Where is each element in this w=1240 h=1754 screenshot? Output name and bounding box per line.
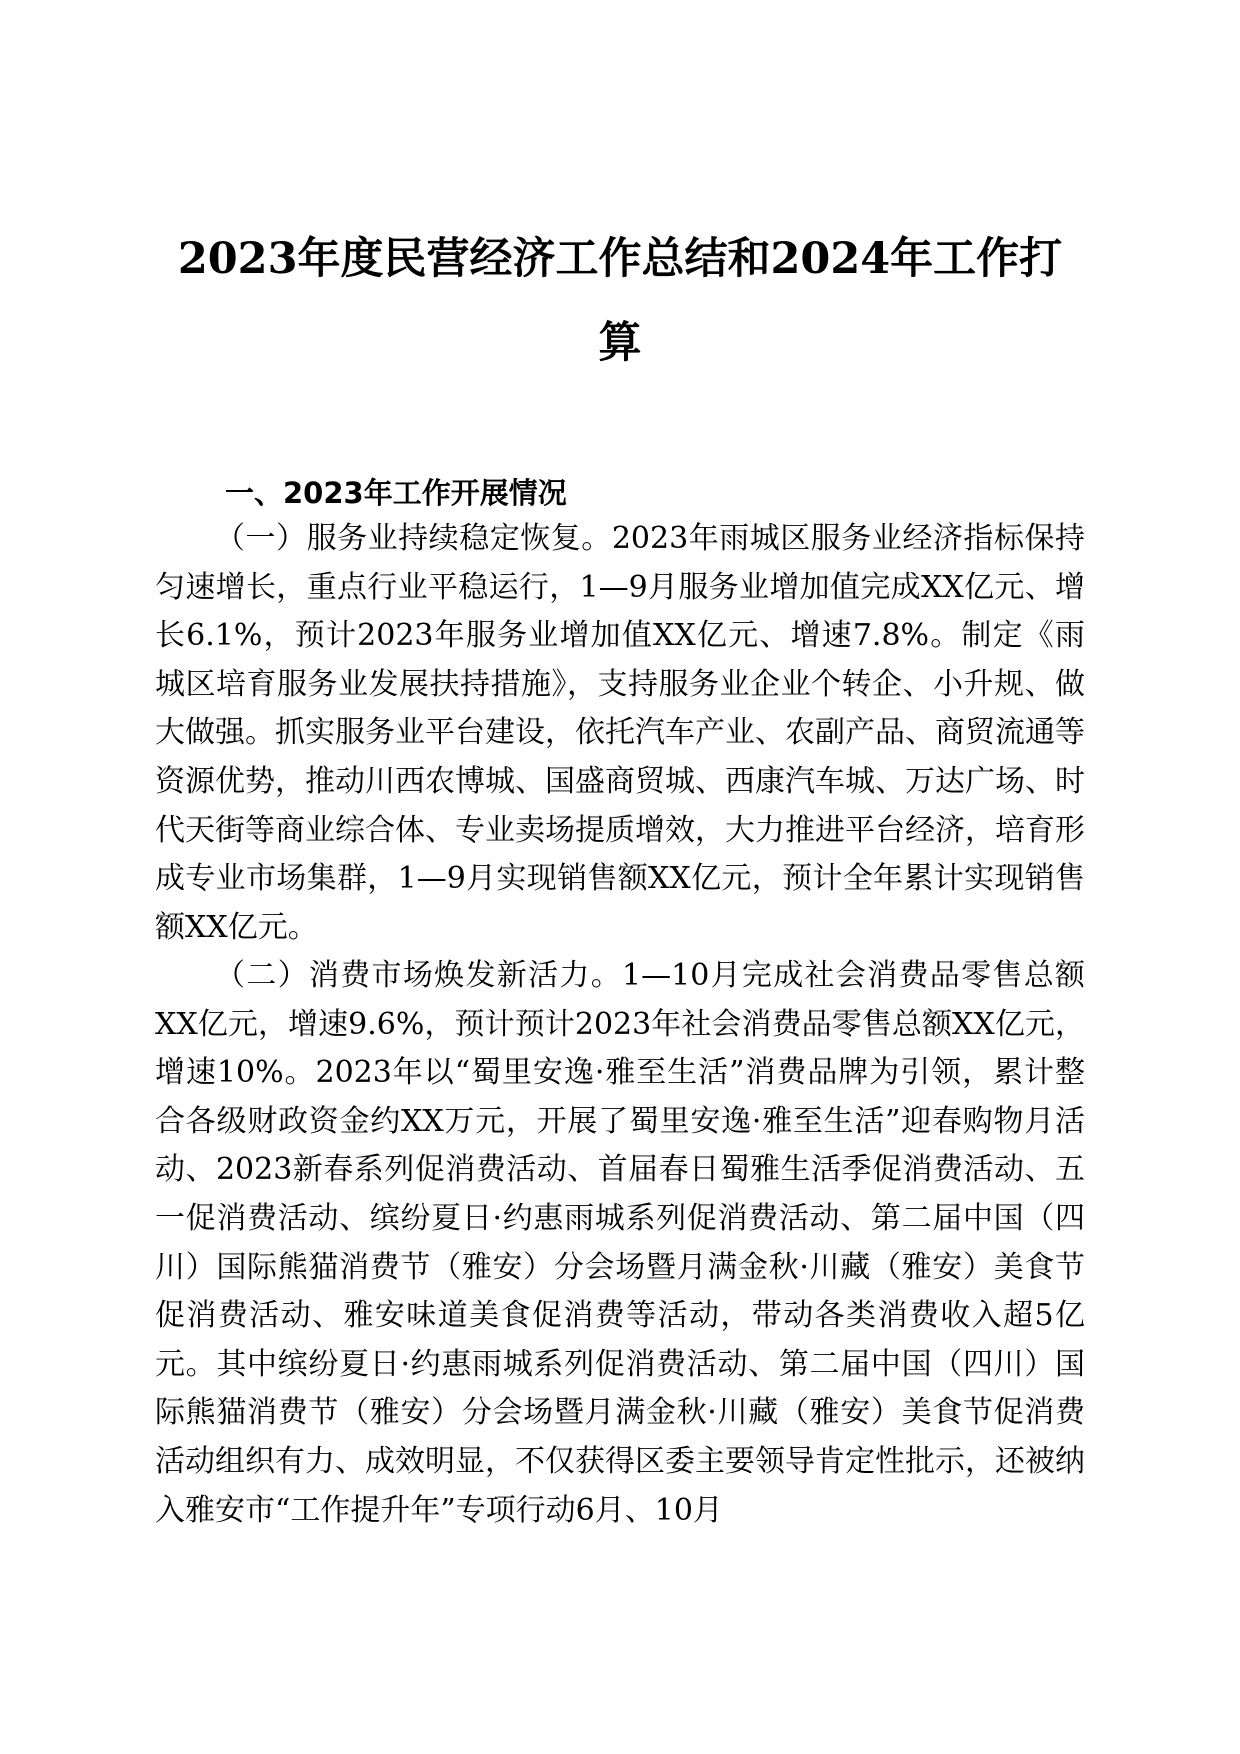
- paragraph-text: 1—10月完成社会消费品零售总额XX亿元，增速9.6%，预计预计2023年社会消费品零售总额XX亿元，增速10%。2023年以“蜀里安逸·雅至生活”消费品牌为引领，累计整合各级财政资金约XX万元，开展了蜀里安逸·雅至生活”迎春购物月活动、2023新春系列促消费活动、首届春日蜀雅生活季促消费活动、五一促消费活动、缤纷夏日·约惠雨城系列促消费活动、第二届中国（四川）国际熊猫消费节（雅安）分会场暨月满金秋·川藏（雅安）美食节促消费活动、雅安味道美食促消费等活动，带动各类消费收入超5亿元。其中缤纷夏日·约惠雨城系列促消费活动、第二届中国（四川）国际熊猫消费节（雅安）分会场暨月满金秋·川藏（雅安）美食节促消费活动组织有力、成效明显，不仅获得区委主要领导肯定性批示，还被纳入雅安市“工作提升年”专项行动6月、10月: [155, 958, 1086, 1528]
- document-title-line-2: 算: [598, 318, 642, 368]
- section-heading: 一、2023年工作开展情况: [225, 476, 567, 510]
- paragraph-services: [155, 515, 1085, 952]
- document-title-line-1: 2023年度民营经济工作总结和2024年工作打: [177, 234, 1063, 284]
- paragraph-lead: （一）服务业持续稳定恢复。: [215, 521, 612, 556]
- paragraph-text: 2023年雨城区服务业经济指标保持匀速增长，重点行业平稳运行，1—9月服务业增加值完成XX亿元、增长6.1%，预计2023年服务业增加值XX亿元、增速7.8%。制定《雨城区培育服务业发展扶持措施》，支持服务业企业个转企、小升规、做大做强。抓实服务业平台建设，依托汽车产业、农副产品、商贸流通等资源优势，推动川西农博城、国盛商贸城、西康汽车城、万达广场、时代天街等商业综合体、专业卖场提质增效，大力推进平台经济，培育形成专业市场集群，1—9月实现销售额XX亿元，预计全年累计实现销售额XX亿元。: [155, 521, 1085, 945]
- paragraph-lead: （二）消费市场焕发新活力。: [215, 958, 623, 993]
- paragraph-consumption: [155, 952, 1085, 1535]
